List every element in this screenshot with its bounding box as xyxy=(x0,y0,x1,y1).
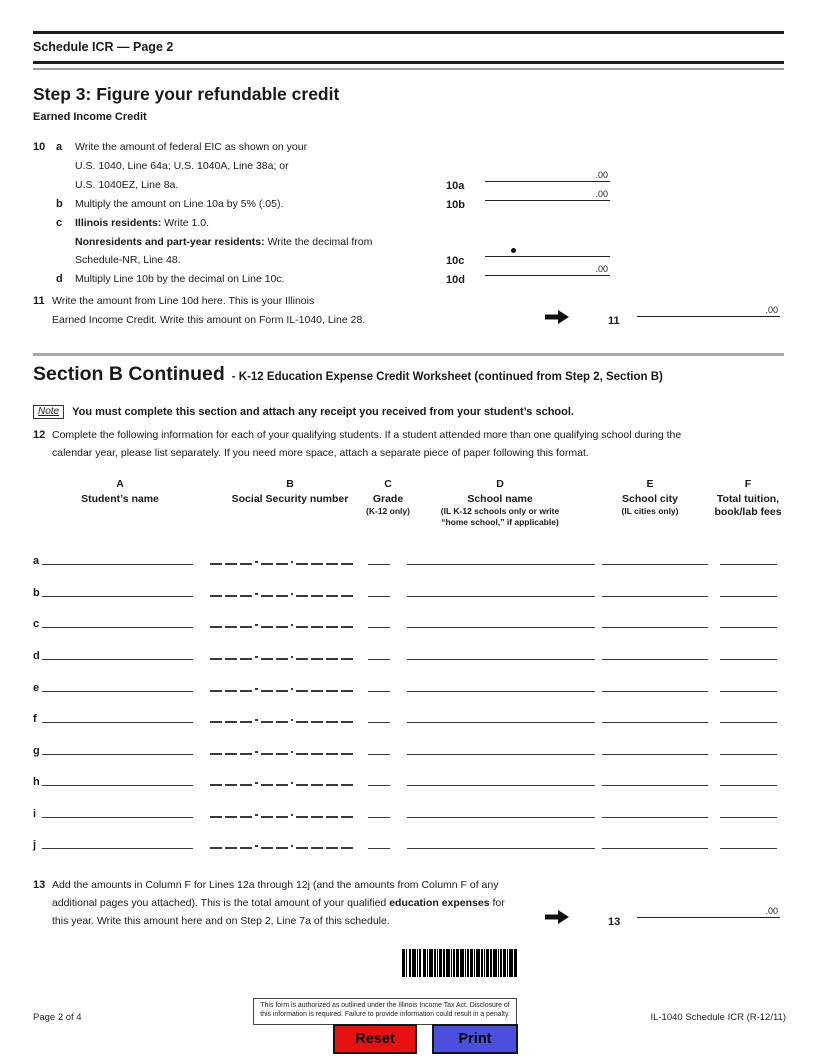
ssn-field[interactable] xyxy=(210,749,353,755)
disclosure-line2: this information is required. Failure to provide information could result in a penalty. xyxy=(260,1011,510,1018)
student-name-field[interactable] xyxy=(42,848,193,849)
section-b-subtitle: - K-12 Education Expense Credit Worksheet (continued from Step 2, Section B) xyxy=(231,371,663,383)
field-label-13: 13 xyxy=(608,916,621,928)
line-letter: b xyxy=(56,198,63,210)
tuition-field[interactable] xyxy=(720,785,777,786)
line-13-row2: additional pages you attached). This is the total amount of your qualified education expenses for xyxy=(52,897,505,909)
grade-field[interactable] xyxy=(368,691,390,692)
student-name-field[interactable] xyxy=(42,817,193,818)
line-letter: c xyxy=(56,217,63,229)
grade-field[interactable] xyxy=(368,817,390,818)
school-city-field[interactable] xyxy=(602,754,708,755)
field-label-10b: 10b xyxy=(446,199,465,211)
line-text: Illinois residents: Write 1.0. xyxy=(75,217,210,229)
school-city-field[interactable] xyxy=(602,627,708,628)
column-header-d: D School name (IL K-12 schools only or write “home school,” if applicable) xyxy=(440,478,560,527)
print-button[interactable]: Print xyxy=(432,1024,518,1054)
tuition-field[interactable] xyxy=(720,848,777,849)
section-b-heading xyxy=(33,363,663,386)
line-text: Earned Income Credit. Write this amount on Form IL-1040, Line 28. xyxy=(52,314,366,326)
section-b-title: Section B Continued xyxy=(33,363,225,385)
page-number: Page 2 of 4 xyxy=(33,1012,82,1023)
student-name-field[interactable] xyxy=(42,564,193,565)
school-city-field[interactable] xyxy=(602,722,708,723)
grade-field[interactable] xyxy=(368,722,390,723)
line-text: Write the amount from Line 10d here. This is your Illinois xyxy=(52,295,315,307)
right-arrow-icon xyxy=(545,310,569,324)
column-header-e: E School city (IL cities only) xyxy=(621,478,679,516)
school-city-field[interactable] xyxy=(602,785,708,786)
student-row: e xyxy=(0,678,816,692)
line-10a-row1 xyxy=(0,141,816,155)
tuition-field[interactable] xyxy=(720,596,777,597)
school-name-field[interactable] xyxy=(407,785,595,786)
cents-suffix: .00 xyxy=(765,305,778,315)
line-number: 12 xyxy=(33,429,46,441)
amount-field-13[interactable] xyxy=(637,903,780,918)
school-city-field[interactable] xyxy=(602,564,708,565)
tuition-field[interactable] xyxy=(720,691,777,692)
column-header-f: F Total tuition, book/lab fees xyxy=(714,478,782,518)
student-name-field[interactable] xyxy=(42,627,193,628)
student-name-field[interactable] xyxy=(42,754,193,755)
grade-field[interactable] xyxy=(368,659,390,660)
line-10d-row xyxy=(0,273,816,287)
ssn-field[interactable] xyxy=(210,559,353,565)
cents-suffix: .00 xyxy=(595,170,608,180)
ssn-field[interactable] xyxy=(210,591,353,597)
student-row: d xyxy=(0,646,816,660)
line-10b-row xyxy=(0,198,816,212)
tuition-field[interactable] xyxy=(720,659,777,660)
student-row: j xyxy=(0,835,816,849)
student-row: a xyxy=(0,551,816,565)
step3-title: Step 3: Figure your refundable credit xyxy=(33,84,340,104)
line-10a-row2 xyxy=(75,160,289,174)
line-10c-row2: Nonresidents and part-year residents: Write the decimal from xyxy=(75,236,373,248)
barcode xyxy=(402,949,517,977)
reset-button[interactable]: Reset xyxy=(333,1024,417,1054)
line-13-row3 xyxy=(52,915,390,929)
amount-field-10a[interactable] xyxy=(485,167,610,182)
line-text: U.S. 1040EZ, Line 8a. xyxy=(75,179,179,191)
grade-field[interactable] xyxy=(368,627,390,628)
field-label-10c: 10c xyxy=(446,255,465,267)
ssn-field[interactable] xyxy=(210,843,353,849)
school-name-field[interactable] xyxy=(407,627,595,628)
line-number: 13 xyxy=(33,879,46,891)
school-name-field[interactable] xyxy=(407,722,595,723)
line-text: this year. Write this amount here and on Step 2, Line 7a of this schedule. xyxy=(52,915,390,927)
school-name-field[interactable] xyxy=(407,817,595,818)
step3-subtitle: Earned Income Credit xyxy=(33,111,147,123)
line-11-row2 xyxy=(52,314,365,328)
line-12-row1 xyxy=(0,429,816,443)
decimal-field-10c[interactable] xyxy=(485,242,610,257)
line-letter: d xyxy=(56,273,63,285)
line-10c-row1 xyxy=(0,217,816,231)
student-name-field[interactable] xyxy=(42,691,193,692)
tuition-field[interactable] xyxy=(720,722,777,723)
grade-field[interactable] xyxy=(368,754,390,755)
school-name-field[interactable] xyxy=(407,596,595,597)
student-row: b xyxy=(0,583,816,597)
line-text: Multiply the amount on Line 10a by 5% (.05). xyxy=(75,198,284,210)
ssn-field[interactable] xyxy=(210,717,353,723)
ssn-field[interactable] xyxy=(210,812,353,818)
tuition-field[interactable] xyxy=(720,564,777,565)
header-gray-rule xyxy=(33,68,784,70)
line-text: Complete the following information for each of your qualifying students. If a student attended more than one qualifying school during the xyxy=(52,429,682,441)
student-name-field[interactable] xyxy=(42,785,193,786)
grade-field[interactable] xyxy=(368,596,390,597)
student-row: h xyxy=(0,772,816,786)
grade-field[interactable] xyxy=(368,564,390,565)
header-bottom-rule xyxy=(33,61,784,64)
student-row: f xyxy=(0,709,816,723)
school-name-field[interactable] xyxy=(407,754,595,755)
field-label-10d: 10d xyxy=(446,274,465,286)
cents-suffix: .00 xyxy=(765,906,778,916)
disclosure-line1: This form is authorized as outlined under the Illinois Income Tax Act. Disclosure of xyxy=(260,1002,510,1009)
school-city-field[interactable] xyxy=(602,691,708,692)
column-header-c: C Grade (K-12 only) xyxy=(366,478,410,516)
line-number: 10 xyxy=(33,141,46,153)
line-letter: a xyxy=(56,141,63,153)
cents-suffix: .00 xyxy=(595,264,608,274)
grade-field[interactable] xyxy=(368,848,390,849)
section-divider xyxy=(33,353,784,356)
student-row: c xyxy=(0,614,816,628)
tuition-field[interactable] xyxy=(720,817,777,818)
right-arrow-icon xyxy=(545,910,569,924)
field-label-10a: 10a xyxy=(446,180,465,192)
line-text: Multiply Line 10b by the decimal on Line 10c. xyxy=(75,273,285,285)
column-header-a: A Student’s name xyxy=(81,478,159,505)
school-name-field[interactable] xyxy=(407,659,595,660)
school-city-field[interactable] xyxy=(602,596,708,597)
line-text: Add the amounts in Column F for Lines 12a through 12j (and the amounts from Column F of any xyxy=(52,879,499,891)
decimal-point-dot xyxy=(511,248,516,253)
cents-suffix: .00 xyxy=(595,189,608,199)
amount-field-11[interactable] xyxy=(637,302,780,317)
page-header-title: Schedule ICR — Page 2 xyxy=(33,40,174,54)
line-13-row1 xyxy=(0,879,816,893)
line-text: Schedule-NR, Line 48. xyxy=(75,254,181,266)
line-text: U.S. 1040, Line 64a; U.S. 1040A, Line 38a; or xyxy=(75,160,289,172)
note-badge: Note xyxy=(33,405,64,419)
student-name-field[interactable] xyxy=(42,659,193,660)
amount-field-10d[interactable] xyxy=(485,261,610,276)
line-text: calendar year, please list separately. If you need more space, attach a separate piece of paper following this format. xyxy=(52,447,589,459)
line-text: Write the amount of federal EIC as shown on your xyxy=(75,141,308,153)
ssn-field[interactable] xyxy=(210,654,353,660)
column-header-b: B Social Security number xyxy=(231,478,349,505)
line-10a-row3 xyxy=(75,179,178,193)
ssn-field[interactable] xyxy=(210,622,353,628)
school-name-field[interactable] xyxy=(407,691,595,692)
school-city-field[interactable] xyxy=(602,817,708,818)
ssn-field[interactable] xyxy=(210,686,353,692)
student-row: i xyxy=(0,804,816,818)
header-top-rule xyxy=(33,31,784,34)
ssn-field[interactable] xyxy=(210,780,353,786)
line-number: 11 xyxy=(33,295,45,307)
grade-field[interactable] xyxy=(368,785,390,786)
school-name-field[interactable] xyxy=(407,564,595,565)
school-name-field[interactable] xyxy=(407,848,595,849)
tuition-field[interactable] xyxy=(720,627,777,628)
student-row: g xyxy=(0,741,816,755)
form-id: IL-1040 Schedule ICR (R-12/11) xyxy=(650,1012,786,1023)
line-12-row2 xyxy=(52,447,589,461)
school-city-field[interactable] xyxy=(602,848,708,849)
student-name-field[interactable] xyxy=(42,596,193,597)
amount-field-10b[interactable] xyxy=(485,186,610,201)
note-text: You must complete this section and attach any receipt you received from your student’s school. xyxy=(72,406,574,418)
school-city-field[interactable] xyxy=(602,659,708,660)
student-name-field[interactable] xyxy=(42,722,193,723)
disclosure-box xyxy=(253,998,517,1025)
tuition-field[interactable] xyxy=(720,754,777,755)
field-label-11: 11 xyxy=(608,315,620,327)
note-row xyxy=(33,405,574,419)
line-10c-row3 xyxy=(75,254,181,268)
